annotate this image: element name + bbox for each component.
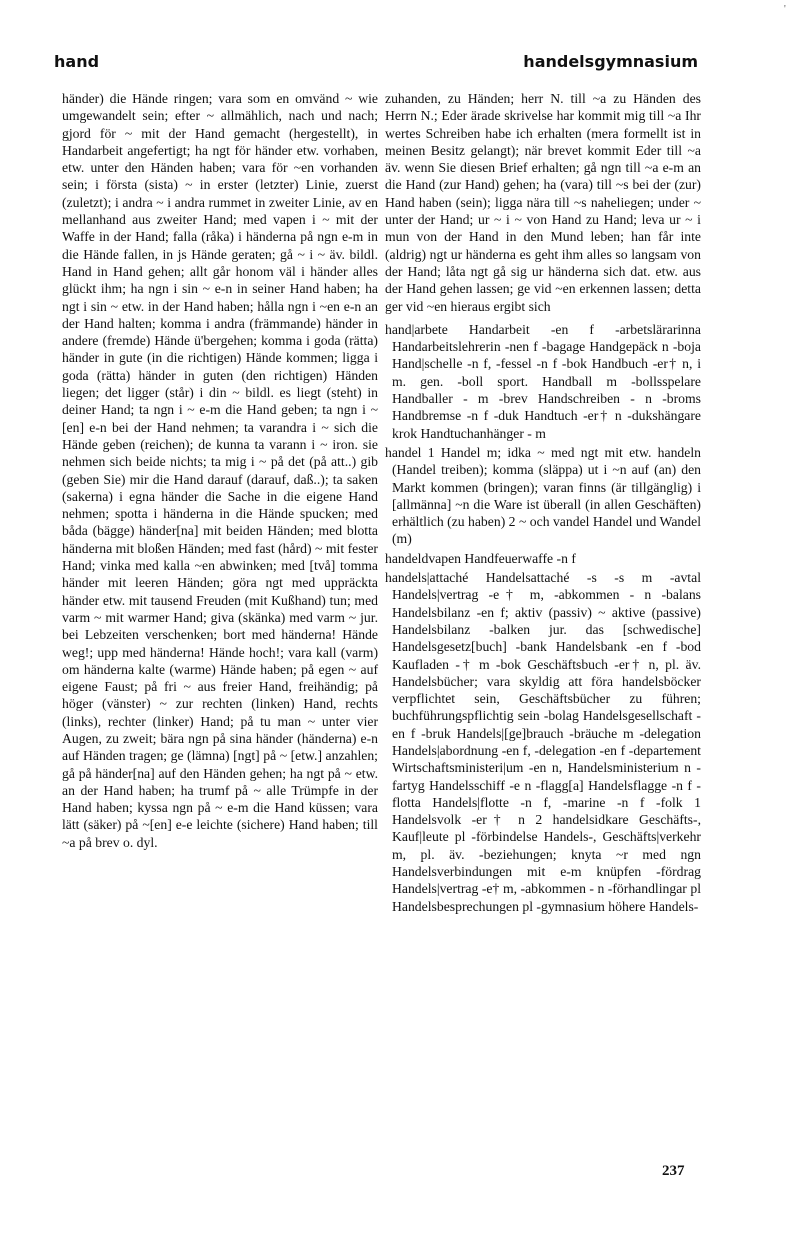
dictionary-entry-handels: handels|attaché Handelsattaché -s -s m -avtal Handels|vertrag -e† m, -abkommen - n -balans Handelsbilanz -en f; aktiv (passiv) ~ aktive (passive) Handelsbilanz -balken jur. das [schwedische] Handelsgesetz[buch] -bank Handelsbank -en f -bod Kaufladen -† m -bok Geschäftsbuch -er† n, pl. äv. Handelsbücher; vara skyldig att föra handelsböcker verpflichtet sein, Geschäftsbücher zu führen; buchführungspflichtig sein -bolag Handelsgesellschaft -en f -bruk Handels|[ge]brauch -bräuche m -delegation Handels|abordnung -en f, -delegation -en f -departement Wirtschaftsministeri|um -en n, Handelsministerium n -fartyg Handelsschiff -e n -flagg[a] Handelsflagge -n f -flotta Handels|flotte -n f, -marine -n f -folk 1 Handelsvolk -er† n 2 handelsidkare Geschäfts-, Kauf|leute pl -förbindelse Handels-, Geschäfts|verkehr m, pl. äv. -beziehungen; knyta ~r med ngn Handelsverbindungen mit e-m knüpfen -fördrag Handels|vertrag -e† m, -abkommen - n -förhandlingar pl Handelsbesprechungen pl -gymnasium höhere Handels- xyxy=(385,570,701,914)
corner-mark: ' xyxy=(784,4,786,15)
dictionary-entry-handel: handel 1 Handel m; idka ~ med ngt mit etw. handeln (Handel treiben); komma (släppa) ut i ~n auf (an) den Markt kommen (bringen); varan finns (är tillgänglig) i [allmänna] ~n die Ware ist überall (in allen Geschäften) erhältlich (zu haben) 2 ~ och vandel Handel und Wandel (m) xyxy=(385,444,701,547)
right-guideword: handelsgymnasium xyxy=(523,52,698,71)
dictionary-entry-handarbete: hand|arbete Handarbeit -en f -arbetslärarinna Handarbeitslehrerin -nen f -bagage Handgepäck n -boja Hand|schelle -n f, -fessel -n f -bok Handbuch -er† n, i m. gen. -boll sport. Handball m -bollsspelare Handballer - m -brev Handschreiben - n -broms Handbremse -n f -duk Handtuch -er† n -dukshängare krok Handtuchanhänger - m xyxy=(385,321,701,441)
left-column xyxy=(62,90,378,853)
right-column xyxy=(385,90,701,917)
page-number: 237 xyxy=(662,1163,685,1179)
dictionary-entry-hand-continued-2: zuhanden, zu Händen; herr N. till ~a zu Händen des Herrn N.; Eder ärade skrivelse har kommit mig till ~a Ihr wertes Schreiben habe ich erhalten (mera formellt ist in meinen Besitz gelangt); när brevet kommit Eder till ~a äv. wenn Sie diesen Brief erhalten; gå ngn till ~a e-m an die Hand (zur Hand) gehen; ha (vara) till ~s bei der (zur) Hand haben (sein); ligga nära till ~s naheliegen; under ~ unter der Hand; ur ~ i ~ von Hand zu Hand; leva ur ~ i mun von der Hand in den Mund leben; han får inte (aldrig) ngt ur händerna es geht ihm alles so langsam von der Hand; låta ngt gå sig ur händerna sich dat. etw. aus der Hand gehen lassen; ge vid ~en erkennen lassen; detta ger vid ~en hieraus ergibt sich xyxy=(385,91,701,314)
dictionary-entry-hand-continued: händer) die Hände ringen; vara som en omvänd ~ wie umgewandelt sein; efter ~ allmählich, nach und nach; gjord för ~ mit der Hand gemacht (hergestellt), in Handarbeit angefertigt; ha ngt för händer etw. vorhaben, etw. unter den Händen haben; vara för ~en vorhanden sein; i första (sista) ~ in erster (letzter) Linie, zuerst (zuletzt); i andra ~ i andra rummet in zweiter Linie, av en mellanhand aus zweiter Hand; med vapen i ~ mit der Waffe in der Hand; falla (råka) i händerna på ngn e-m in die Hände fallen, in js Hände geraten; gå ~ i ~ äv. bildl. Hand in Hand gehen; allt går honom väl i händer alles glückt ihm; ha ngn i sin ~ e-n in seiner Hand haben; ha ngt i sin ~ etw. in der Hand haben; hålla ngn i ~en e-n an der Hand halten; komma i andra (främmande) händer in andere (fremde) Hände ü'bergehen; komma i goda (rätta) händer in gute (in die richtigen) Hände kommen; ligga i goda (rätta) händer in guten (den richtigen) Händen liegen; det ligger (står) i din ~ bildl. es liegt (steht) in deiner Hand; ta ngn i ~ e-m die Hand geben; ta ngn i ~[en] e-n bei der Hand nehmen; ta varandra i ~ sich die Hände geben (reichen); de kunna ta varann i ~ iron. sie nehmen sich beide nichts; ta mig i ~ på det (på att..) gib (geben Sie) mir die Hand darauf (darauf, daß..); ta saken (sakerna) i egna händer die Sache in die eigene Hand nehmen; spotta i händerna in die Hände spucken; med båda (bägge) händer[na] mit beiden Händen; med blotta händerna mit bloßen Händen; med fast (hård) ~ mit fester Hand; vinka med kalla ~en abwinken; med [två] tomma händer mit leeren Händen; göra ngt med uppräckta händer etw. mit tausend Freuden (mit Kußhand) tun; med varm ~ mit warmer Hand; giva (skänka) med varm ~ jur. bei Lebzeiten verschenken; bort med händerna! Hände weg!; upp med händerna! Hände hoch!; vara kall (varm) om händerna kalte (warme) Hände haben; på egen ~ auf eigene Faust; på fri ~ aus freier Hand, freihändig; på höger (vänster) ~ zur rechten (linken) Hand, rechts (links), rechter (linker) Hand; på tu man ~ unter vier Augen, zu zweit; bära ngn på sina händer (händerna) e-n auf Händen tragen; ge (lämna) [ngt] på ~ [etw.] anzahlen; gå på händer[na] auf den Händen gehen; ha ngt på ~ etw. an der Hand haben; ha trumf på ~ alle Trümpfe in der Hand haben; kyssa ngn på ~ e-m die Hand küssen; vara lätt (säker) på ~[en] e-e leichte (sichere) Hand haben; till ~a på brev o. dyl. xyxy=(62,91,378,850)
dictionary-entry-handeldvapen: handeldvapen Handfeuerwaffe -n f xyxy=(385,550,576,566)
left-guideword: hand xyxy=(54,52,100,71)
